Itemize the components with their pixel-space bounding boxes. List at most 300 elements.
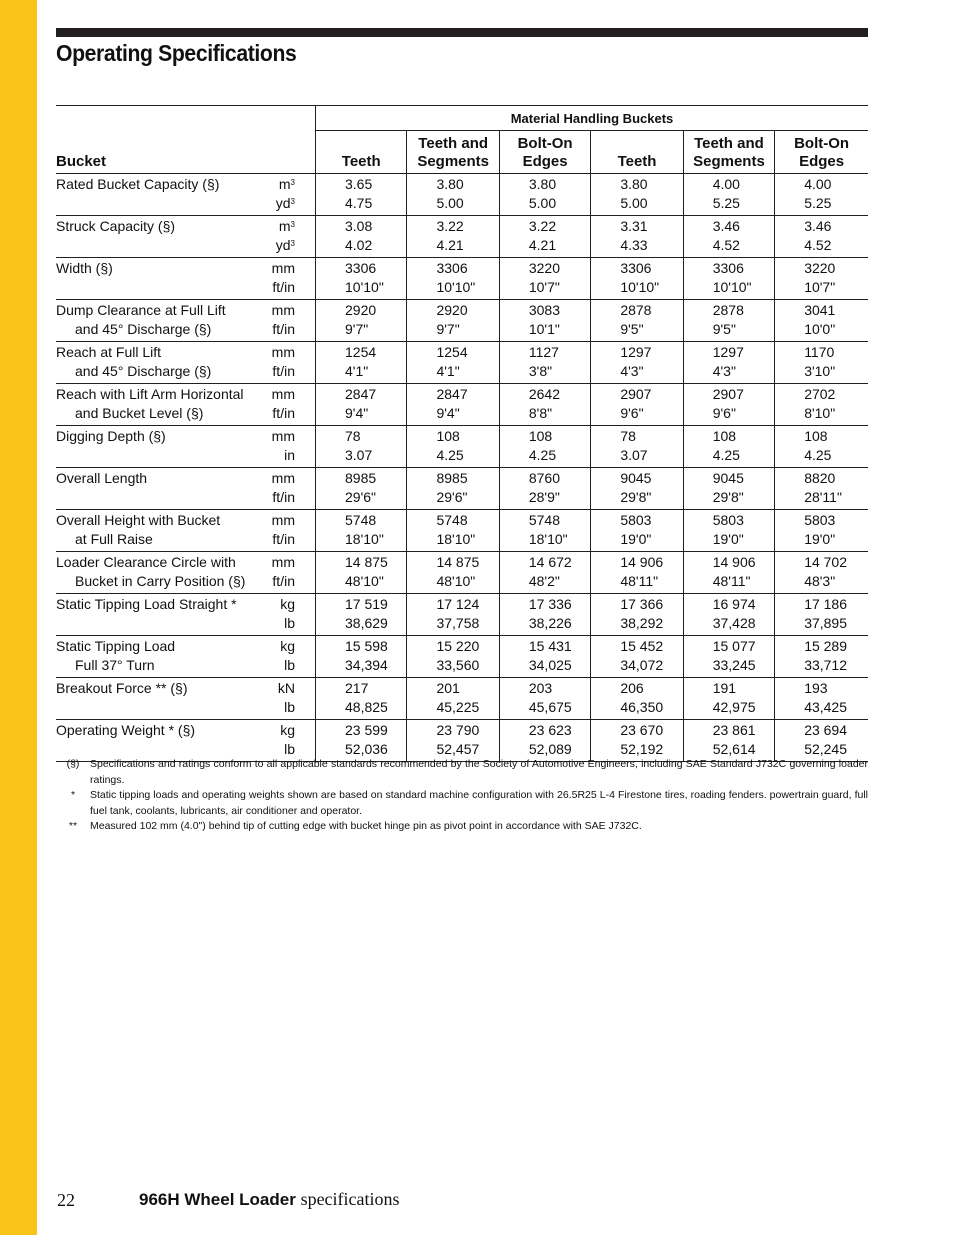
value-line: 23 790 [436,722,480,738]
value-cell [591,384,683,426]
value-line: 38,226 [528,614,572,631]
unit-line: ft/in [272,362,295,379]
row-units [252,636,316,678]
value-line: 5.25 [804,194,832,211]
column-header-row [56,131,868,174]
value-line: 191 [712,680,737,696]
value-cell [775,174,868,216]
value-cell [407,300,499,342]
value-cell [683,594,774,636]
spec-body [56,174,868,762]
value-cell [407,426,499,468]
value-line: 78 [345,428,361,444]
value-cell [591,594,683,636]
value-line: 29'8" [712,488,744,505]
value-line: 3.07 [620,446,648,463]
value-line: 3.46 [712,218,740,234]
unit-line: mm [271,302,295,318]
unit-line: mm [271,512,295,528]
value-line: 201 [436,680,460,696]
row-label-line: Width (§) [56,260,113,276]
value-line: 5803 [804,512,836,528]
column-header-line: Edges [522,153,568,170]
value-line: 4'1" [436,362,460,379]
table-row [56,426,868,468]
row-units [252,510,316,552]
unit-line: mm [271,344,295,360]
value-cell [316,720,407,762]
row-label-line: Bucket in Carry Position (§) [75,572,246,589]
value-line: 193 [804,680,828,696]
value-cell [775,216,868,258]
value-line: 108 [712,428,737,444]
value-cell [316,468,407,510]
value-line: 9'6" [712,404,736,421]
unit-superscript: 3 [290,220,295,229]
value-line: 10'1" [528,320,560,337]
value-line: 1254 [345,344,377,360]
value-line: 34,025 [528,656,572,673]
value-line: 9045 [620,470,652,486]
value-cell [499,468,590,510]
value-line: 10'7" [528,278,560,295]
value-cell [407,174,499,216]
value-cell [591,678,683,720]
value-cell [407,720,499,762]
value-cell [316,552,407,594]
value-line: 14 672 [528,554,572,570]
value-line: 3.22 [436,218,464,234]
value-cell [499,720,590,762]
column-header [591,131,683,174]
footnote-text: Measured 102 mm (4.0") behind tip of cutting edge with bucket hinge pin as pivot point in accordance with SAE J732C. [90,820,642,832]
table-row [56,174,868,216]
footnote-text: Static tipping loads and operating weights shown are based on standard machine configuration with 26.5R25 L-4 Firestone tires, roading fenders. powertrain guard, full fuel tank, coolants, lubricants, air conditioner and operator. [90,789,868,817]
value-cell [499,426,590,468]
value-line: 23 623 [528,722,572,738]
row-label [56,342,252,384]
page-title: Operating Specifications [56,40,297,66]
value-line: 5.00 [528,194,557,211]
value-cell [591,300,683,342]
table-row [56,468,868,510]
value-cell [407,258,499,300]
row-units [252,258,316,300]
value-line: 14 875 [345,554,388,570]
value-line: 46,350 [620,698,664,715]
footnotes [56,757,868,835]
footnote-text: Specifications and ratings conform to all applicable standards recommended by the Society of Automotive Engineers, including SAE Standard J732C governing loader ratings. [90,758,868,786]
value-line: 3.07 [345,446,373,463]
row-units [252,594,316,636]
unit-line: mm [271,386,295,402]
value-cell [775,468,868,510]
value-cell [683,720,774,762]
unit-line: $m^3$ [278,218,295,234]
value-line: 3.22 [528,218,557,234]
value-line: 9'4" [345,404,369,421]
value-line: 10'10" [620,278,660,295]
unit-line: kg [280,596,295,612]
value-line: 2907 [712,386,744,402]
row-units [252,342,316,384]
row-units [252,468,316,510]
row-label [56,720,252,762]
value-cell [407,510,499,552]
row-label-line: Struck Capacity (§) [56,218,176,234]
value-cell [499,174,590,216]
table-row [56,636,868,678]
value-cell [407,216,499,258]
value-line: 3220 [528,260,561,276]
unit-line: ft/in [272,488,295,505]
value-line: 3.80 [436,176,464,192]
value-cell [499,300,590,342]
unit-line: $yd^3$ [275,236,295,253]
value-cell [775,552,868,594]
value-line: 5.00 [436,194,464,211]
unit-line: kN [277,680,295,696]
value-cell [683,636,774,678]
value-line: 3306 [436,260,468,276]
value-line: 17 366 [620,596,664,612]
row-label-line: Loader Clearance Circle with [56,554,236,570]
value-line: 1254 [436,344,468,360]
column-header-line: Teeth and [694,135,764,152]
column-header-line: Bolt-On [517,135,573,152]
row-label [56,426,252,468]
value-line: 3083 [528,302,561,318]
value-line: 1127 [528,344,559,360]
value-line: 9045 [712,470,744,486]
value-cell [499,594,590,636]
value-cell [683,468,774,510]
footer-title [139,1189,400,1210]
value-line: 4.75 [345,194,373,211]
row-label [56,384,252,426]
unit-line: ft/in [272,404,295,421]
table-row [56,342,868,384]
value-line: 9'7" [345,320,369,337]
value-cell [316,258,407,300]
row-label-line: Digging Depth (§) [56,428,166,444]
value-line: 17 186 [804,596,848,612]
value-line: 9'4" [436,404,460,421]
value-line: 14 875 [436,554,480,570]
value-line: 15 598 [345,638,388,654]
value-line: 2847 [436,386,468,402]
value-cell [775,636,868,678]
unit-superscript: 3 [290,196,295,206]
value-cell [407,384,499,426]
value-line: 48,825 [345,698,388,715]
value-line: 37,758 [436,614,480,631]
value-line: 3220 [804,260,836,276]
value-line: 8985 [436,470,468,486]
value-cell [683,384,774,426]
value-line: 3.80 [528,176,557,192]
value-cell [316,594,407,636]
unit-line: mm [271,554,295,570]
row-label [56,258,252,300]
value-line: 18'10" [436,530,476,547]
value-cell [683,216,774,258]
table-row [56,216,868,258]
value-line: 19'0" [712,530,744,547]
table-row [56,552,868,594]
value-line: 4.25 [804,446,832,463]
value-line: 3'8" [528,362,553,379]
value-line: 9'5" [712,320,736,337]
value-line: 78 [620,428,636,444]
value-line: 217 [345,680,369,696]
value-cell [591,552,683,594]
value-line: 33,560 [436,656,480,673]
value-cell [591,636,683,678]
row-label-line: Full 37° Turn [75,656,155,673]
value-line: 48'10" [436,572,476,589]
row-units [252,720,316,762]
value-line: 48'3" [804,572,836,589]
row-label-line: and 45° Discharge (§) [75,362,212,379]
column-header-line: Edges [799,153,845,170]
value-line: 15 077 [712,638,756,654]
table-row [56,384,868,426]
column-header-line: Teeth and [418,135,489,152]
value-line: 28'11" [804,488,842,505]
value-line: 10'10" [712,278,752,295]
spec-table [56,105,868,762]
value-line: 4.52 [804,236,832,253]
value-line: 18'10" [345,530,384,547]
value-line: 45,675 [528,698,572,715]
value-line: 5.25 [712,194,740,211]
column-header [499,131,590,174]
value-cell [316,510,407,552]
table-row [56,594,868,636]
row-units [252,216,316,258]
value-cell [316,426,407,468]
unit-line: kg [280,722,295,738]
top-rule [56,28,868,37]
value-line: 34,394 [345,656,388,673]
column-header [407,131,499,174]
value-line: 8'10" [804,404,836,421]
value-line: 38,629 [345,614,388,631]
value-line: 34,072 [620,656,664,673]
value-line: 2878 [620,302,652,318]
value-line: 37,895 [804,614,848,631]
footnote [56,819,868,835]
value-line: 2847 [345,386,377,402]
row-label-line: Static Tipping Load [56,638,176,654]
value-line: 108 [804,428,828,444]
row-label-line: Rated Bucket Capacity (§) [56,176,220,192]
row-label-line: Reach at Full Lift [56,344,162,360]
row-header: Bucket [56,131,316,174]
unit-line: lb [284,740,295,757]
column-header-line: Segments [693,153,765,170]
value-line: 16 974 [712,596,756,612]
unit-line: $yd^3$ [275,194,295,211]
column-header [316,131,407,174]
value-line: 10'7" [804,278,836,295]
value-cell [683,342,774,384]
row-label-line: and Bucket Level (§) [75,404,204,421]
value-line: 14 702 [804,554,848,570]
value-cell [591,258,683,300]
value-line: 9'6" [620,404,644,421]
value-cell [316,300,407,342]
value-cell [775,510,868,552]
value-line: 3.65 [345,176,373,192]
value-line: 10'10" [436,278,476,295]
yellow-side-bar [0,0,37,1235]
value-cell [683,426,774,468]
value-cell [407,594,499,636]
column-header-line: Bolt-On [794,135,850,152]
value-line: 3306 [345,260,377,276]
value-cell [316,636,407,678]
unit-line: in [284,446,295,463]
value-line: 42,975 [712,698,756,715]
value-line: 52,457 [436,740,480,757]
row-units [252,384,316,426]
value-line: 4.33 [620,236,648,253]
value-cell [407,678,499,720]
row-units [252,426,316,468]
value-cell [316,678,407,720]
row-label [56,174,252,216]
value-line: 2907 [620,386,652,402]
footnote-mark-text: (§) [66,758,80,770]
unit-line: ft/in [272,278,295,295]
column-header [775,131,868,174]
table-row [56,510,868,552]
value-line: 23 694 [804,722,848,738]
value-cell [683,258,774,300]
value-cell [591,216,683,258]
value-line: 28'9" [528,488,560,505]
unit-line: $m^3$ [278,176,295,192]
value-line: 1297 [620,344,652,360]
group-header: Material Handling Buckets [316,106,869,131]
value-line: 2920 [436,302,468,318]
value-line: 29'6" [436,488,468,505]
value-cell [683,678,774,720]
value-line: 4'1" [345,362,369,379]
value-line: 4.00 [804,176,832,192]
value-line: 5748 [436,512,468,528]
table-row [56,720,868,762]
value-line: 2878 [712,302,744,318]
unit-line: kg [280,638,295,654]
value-line: 8985 [345,470,377,486]
value-line: 18'10" [528,530,568,547]
footnote-mark [56,819,84,835]
value-line: 45,225 [436,698,480,715]
value-line: 17 124 [436,596,480,612]
value-cell [499,258,590,300]
row-label-line: Operating Weight * (§) [56,722,196,738]
column-header-line: Teeth [617,153,657,170]
value-cell [775,342,868,384]
value-cell [683,300,774,342]
value-cell [499,636,590,678]
value-line: 17 336 [528,596,572,612]
column-header [683,131,774,174]
value-line: 48'10" [345,572,384,589]
unit-line: ft/in [272,572,295,589]
value-line: 15 289 [804,638,848,654]
value-line: 108 [436,428,460,444]
value-line: 4.21 [436,236,464,253]
value-line: 29'8" [620,488,652,505]
unit-line: lb [284,614,295,631]
value-cell [775,300,868,342]
value-cell [316,342,407,384]
row-label-line: Dump Clearance at Full Lift [56,302,226,318]
row-label [56,594,252,636]
value-line: 4.52 [712,236,740,253]
row-units [252,300,316,342]
value-line: 3041 [804,302,836,318]
unit-line: lb [284,698,295,715]
row-units [252,678,316,720]
row-label [56,468,252,510]
value-line: 17 519 [345,596,388,612]
unit-line: lb [284,656,295,673]
value-line: 5.00 [620,194,648,211]
value-line: 4'3" [620,362,644,379]
value-cell [775,426,868,468]
unit-line: ft/in [272,320,295,337]
value-cell [683,174,774,216]
value-line: 48'11" [712,572,751,589]
value-cell [775,678,868,720]
footnote [56,757,868,788]
value-line: 19'0" [620,530,652,547]
column-header-line: Segments [417,153,490,170]
value-cell [407,636,499,678]
value-line: 3.31 [620,218,648,234]
row-label [56,216,252,258]
page-number: 22 [57,1190,75,1210]
value-cell [499,342,590,384]
row-label [56,678,252,720]
value-cell [775,720,868,762]
value-line: 9'7" [436,320,460,337]
value-line: 5748 [528,512,561,528]
footnote-mark [56,757,84,788]
value-line: 33,245 [712,656,756,673]
value-cell [499,510,590,552]
value-line: 3306 [712,260,744,276]
value-line: 15 431 [528,638,572,654]
value-line: 5803 [712,512,744,528]
value-line: 2642 [528,386,561,402]
value-line: 206 [620,680,644,696]
value-line: 33,712 [804,656,848,673]
value-cell [775,384,868,426]
table-row [56,678,868,720]
row-label [56,636,252,678]
value-cell [683,552,774,594]
value-line: 5748 [345,512,377,528]
value-line: 4.02 [345,236,373,253]
value-line: 15 220 [436,638,480,654]
value-cell [407,342,499,384]
